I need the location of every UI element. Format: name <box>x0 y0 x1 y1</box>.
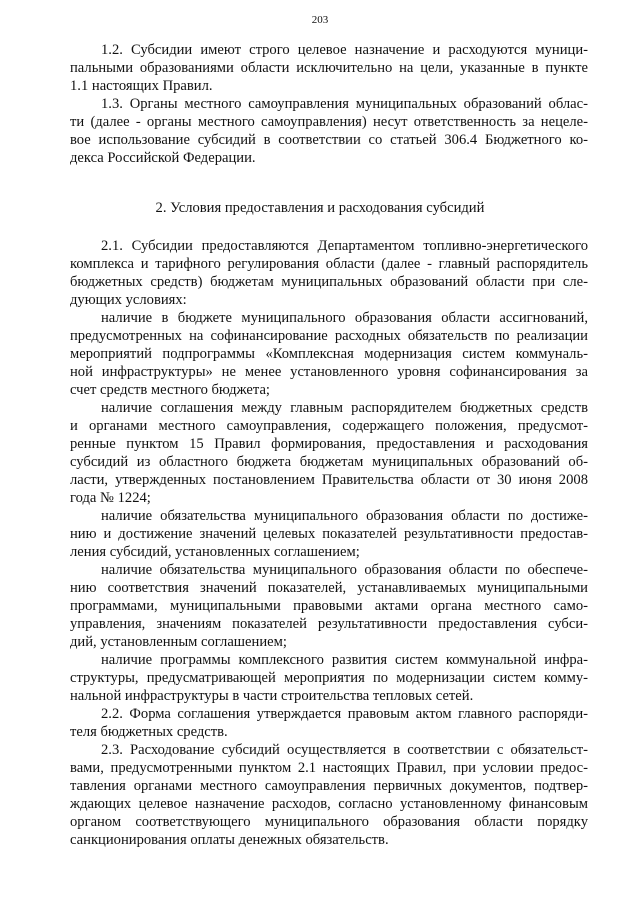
text-line: тавления органами местного самоуправления первичных документов, подтвер- <box>70 778 588 794</box>
page-number: 203 <box>311 14 329 26</box>
text-line: субсидий из областного бюджета бюджетам муниципальных образований об- <box>70 454 588 470</box>
text-line: наличие обязательства муниципального образования области по обеспече- <box>101 562 588 578</box>
text-line: дий, установленным соглашением; <box>70 634 287 650</box>
text-line: года № 1224; <box>70 490 151 506</box>
text-line: вами, предусмотренными пунктом 2.1 настоящих Правил, при условии предос- <box>70 760 588 776</box>
text-line: наличие в бюджете муниципального образования области ассигнований, <box>101 310 588 326</box>
text-line: наличие обязательства муниципального образования области по достиже- <box>101 508 588 524</box>
text-line: наличие программы комплексного развития систем коммунальной инфра- <box>101 652 588 668</box>
text-line: управления, значениям показателей результативности предоставления субси- <box>70 616 588 632</box>
text-line: предусмотренных на софинансирование расходных обязательств по реализации <box>70 328 588 344</box>
text-line: комплекса и тарифного регулирования области (далее - главный распорядитель <box>70 256 588 272</box>
text-line: наличие соглашения между главным распорядителем бюджетных средств <box>101 400 588 416</box>
text-line: 2.1. Субсидии предоставляются Департаментом топливно-энергетического <box>101 238 588 254</box>
text-line: нию соответствия значений показателей, устанавливаемых муниципальными <box>70 580 588 596</box>
text-line: нию и достижение значений целевых показателей результативности предостав- <box>70 526 588 542</box>
text-line: теля бюджетных средств. <box>70 724 228 740</box>
section-heading: 2. Условия предоставления и расходования субсидий <box>155 200 485 216</box>
text-line: 2.2. Форма соглашения утверждается правовым актом главного распоряди- <box>101 706 588 722</box>
text-line: ной инфраструктуры» не менее установленного уровня софинансирования за <box>70 364 588 380</box>
text-line: бюджетных средств) бюджетам муниципальных образований области при сле- <box>70 274 588 290</box>
text-line: мероприятий подпрограммы «Комплексная модернизация систем коммуналь- <box>70 346 588 362</box>
text-line: 1.1 настоящих Правил. <box>70 78 213 94</box>
text-line: 1.2. Субсидии имеют строго целевое назначение и расходуются муници- <box>101 42 588 58</box>
text-line: ренные пунктом 15 Правил формирования, предоставления и расходования <box>70 436 588 452</box>
text-line: структуры, предусматривающей мероприятия по модернизации систем комму- <box>70 670 588 686</box>
text-line: программами, муниципальными правовыми актами органа местного само- <box>70 598 588 614</box>
text-line: ласти, утвержденных постановлением Правительства области от 30 июня 2008 <box>70 472 588 488</box>
text-line: дующих условиях: <box>70 292 187 308</box>
text-line: пальными образованиями области исключительно на цели, указанные в пункте <box>70 60 588 76</box>
text-line: ления субсидий, установленных соглашением; <box>70 544 360 560</box>
text-line: 1.3. Органы местного самоуправления муниципальных образований облас- <box>101 96 588 112</box>
text-line: санкционирования оплаты денежных обязательств. <box>70 832 389 848</box>
text-line: счет средств местного бюджета; <box>70 382 270 398</box>
text-line: декса Российской Федерации. <box>70 150 256 166</box>
text-line: и органами местного самоуправления, содержащего положения, предусмот- <box>70 418 588 434</box>
text-line: вое использование субсидий в соответствии со статьей 306.4 Бюджетного ко- <box>70 132 588 148</box>
text-line: нальной инфраструктуры в части строительства тепловых сетей. <box>70 688 474 704</box>
text-line: органом соответствующего муниципального образования области порядку <box>70 814 588 830</box>
text-line: 2.3. Расходование субсидий осуществляется в соответствии с обязательст- <box>101 742 588 758</box>
text-line: ждающих целевое назначение расходов, согласно установленному финансовым <box>70 796 588 812</box>
text-line: ти (далее - органы местного самоуправления) несут ответственность за нецеле- <box>70 114 588 130</box>
